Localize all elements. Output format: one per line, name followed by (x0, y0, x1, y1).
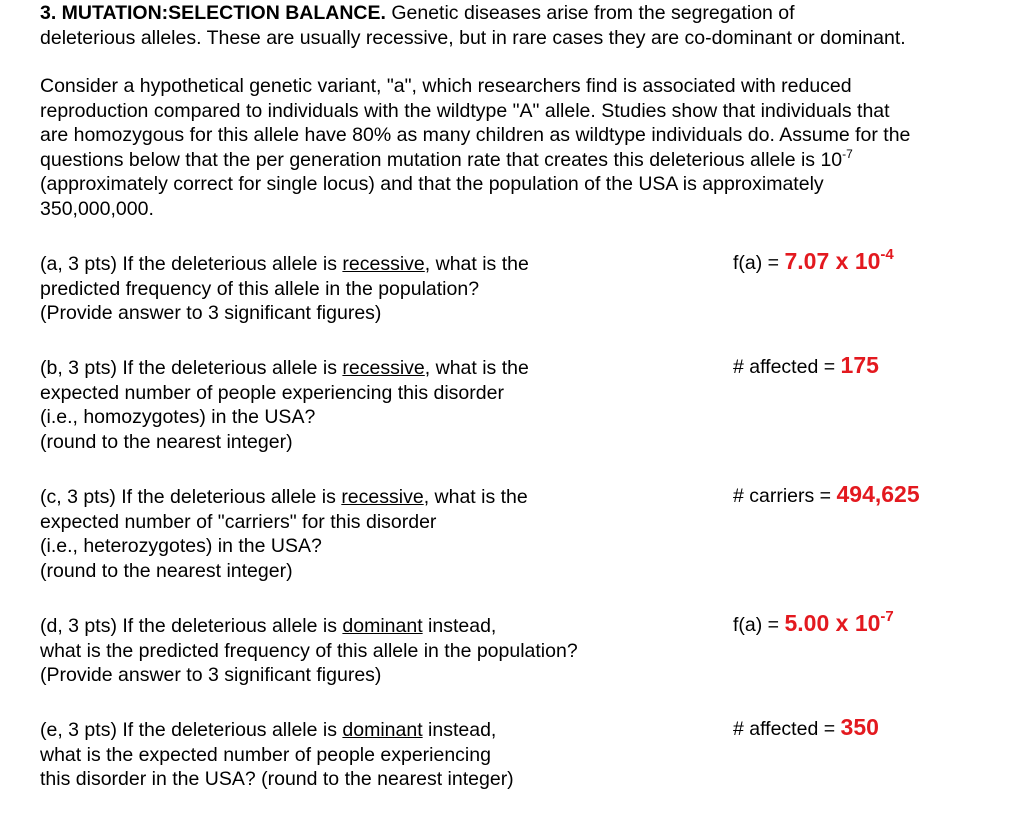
section-title-bold: 3. MUTATION:SELECTION BALANCE. (40, 2, 386, 24)
question-b (40, 356, 660, 454)
question-d-line1 (40, 614, 660, 639)
answer-value-base: 7.07 x 10 (784, 248, 881, 274)
question-text: (e, 3 pts) If the deleterious allele is (40, 719, 343, 741)
section-title-rest: Genetic diseases arise from the segregation of (385, 2, 795, 24)
answer-e (733, 715, 879, 742)
question-b-line1 (40, 356, 660, 381)
answer-b (733, 353, 879, 380)
description-line: reproduction compared to individuals with the wildtype "A" allele. Studies show that individuals that (40, 99, 890, 122)
answer-a (733, 246, 894, 276)
answer-c (733, 482, 920, 509)
answer-value-exponent: -7 (880, 608, 894, 625)
question-b-line4: (round to the nearest integer) (40, 430, 293, 453)
question-emphasis: recessive (341, 486, 424, 508)
description-line: Consider a hypothetical genetic variant, "a", which researchers find is associated with reduced (40, 75, 852, 97)
description-line: 350,000,000. (40, 197, 154, 220)
question-e-line1 (40, 718, 660, 743)
question-c (40, 485, 660, 583)
answer-value: 350 (840, 714, 879, 740)
question-c-line4: (round to the nearest integer) (40, 559, 293, 582)
section-intro-line: deleterious alleles. These are usually recessive, but in rare cases they are co-dominant or dominant. (40, 27, 906, 49)
answer-value-base: 5.00 x 10 (784, 610, 881, 636)
question-a-line1 (40, 252, 660, 277)
question-c-line1 (40, 485, 660, 510)
answer-label: f(a) = (733, 614, 785, 636)
answer-value-exponent: -4 (880, 246, 894, 263)
question-b-line3: (i.e., homozygotes) in the USA? (40, 406, 316, 428)
question-text: (d, 3 pts) If the deleterious allele is (40, 615, 343, 637)
section-title (40, 1, 1010, 26)
answer-value (784, 610, 893, 636)
question-e-line2: what is the expected number of people experiencing (40, 743, 491, 766)
question-text: (b, 3 pts) If the deleterious allele is (40, 357, 343, 379)
question-emphasis: dominant (342, 719, 423, 741)
question-a (40, 252, 660, 326)
question-c-line3: (i.e., heterozygotes) in the USA? (40, 535, 322, 557)
question-text: , what is the (423, 486, 528, 508)
description-line: (approximately correct for single locus) and that the population of the USA is approximately (40, 173, 824, 195)
question-d (40, 614, 660, 688)
answer-label: # affected = (733, 356, 841, 378)
question-a-line2: predicted frequency of this allele in the population? (40, 277, 480, 300)
description-line-mutation-rate (40, 148, 1010, 173)
answer-d (733, 608, 894, 638)
description-line: are homozygous for this allele have 80% as many children as wildtype individuals do. Assume for the (40, 124, 911, 146)
question-c-line2: expected number of "carriers" for this disorder (40, 510, 437, 533)
question-e-line3: this disorder in the USA? (round to the nearest integer) (40, 768, 514, 790)
question-a-line3: (Provide answer to 3 significant figures) (40, 302, 382, 324)
question-text: , what is the (424, 357, 529, 379)
question-text: , what is the (424, 253, 529, 275)
question-d-line3: (Provide answer to 3 significant figures) (40, 664, 382, 686)
question-text: instead, (422, 615, 497, 637)
question-text: (c, 3 pts) If the deleterious allele is (40, 486, 342, 508)
answer-label: # affected = (733, 718, 841, 740)
question-e (40, 718, 660, 792)
question-text: (a, 3 pts) If the deleterious allele is (40, 253, 343, 275)
answer-value: 494,625 (836, 481, 920, 507)
question-emphasis: recessive (342, 253, 425, 275)
question-d-line2: what is the predicted frequency of this allele in the population? (40, 639, 578, 662)
mutation-rate-exponent: -7 (842, 146, 853, 161)
problem-description (40, 74, 1010, 221)
answer-label: f(a) = (733, 252, 785, 274)
question-b-line2: expected number of people experiencing this disorder (40, 381, 504, 404)
answer-value (784, 248, 893, 274)
answer-label: # carriers = (733, 485, 837, 507)
question-emphasis: dominant (342, 615, 423, 637)
answer-value: 175 (840, 352, 879, 378)
question-emphasis: recessive (342, 357, 425, 379)
question-text: instead, (422, 719, 497, 741)
description-line-text: questions below that the per generation mutation rate that creates this deleterious allele is 10 (40, 148, 843, 171)
